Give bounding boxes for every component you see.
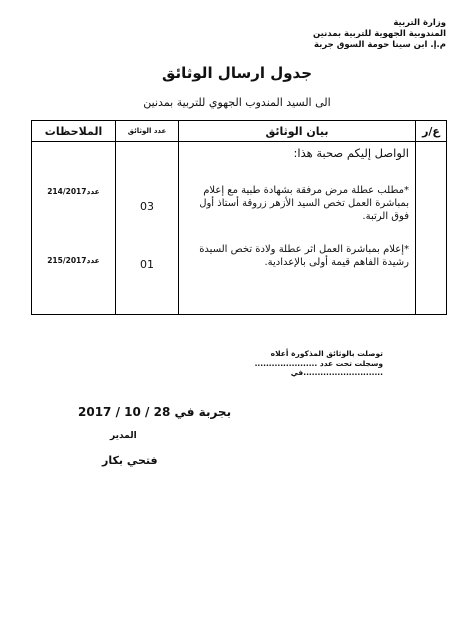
reference-number: عدد214/2017 [47,187,100,196]
table-body-row [32,142,447,315]
director-title: المدير [110,431,137,441]
header-school: م.إ. ابن سينا حومة السوق جربة [314,40,446,50]
receipt-line: وسجلت تحت عدد ...................... [254,358,383,368]
document-item: *مطلب عطلة مرض مرفقة بشهادة طبية مع إعلام بمباشرة العمل تخص السيد الأزهر زروقة أستاذ أول فوق الرتبة. [199,185,409,222]
reference-number: عدد215/2017 [47,256,100,265]
count-cell [116,142,179,315]
addressee-line: الى السيد المندوب الجهوي للتربية بمدنين [143,96,331,109]
document-title: جدول ارسال الوثائق [161,64,313,82]
header-serial-number: ع/ر [416,121,447,142]
header-regional-office: المندوبية الجهوية للتربية بمدنين [312,29,446,39]
intro-text: الواصل إليكم صحبة هذا: [293,146,409,160]
header-notes: الملاحظات [32,121,116,142]
signer-name: فتحي بكار [102,454,158,467]
description-cell [179,142,416,315]
document-count: 01 [140,258,154,271]
table-header-row [32,121,447,142]
serial-number-cell [416,142,447,315]
document-item: *إعلام بمباشرة العمل اثر عطلة ولادة تخص السيدة رشيدة الفاهم قيمة أولى بالإعدادية. [199,244,409,268]
header-description: بيان الوثائق [179,121,416,142]
receipt-line: توصلت بالوثائق المذكورة أعلاه [270,349,383,358]
date-line: بجربة في 28 / 10 / 2017 [78,405,232,419]
document-count: 03 [140,200,154,213]
documents-table [31,120,447,315]
header-document-count: عدد الوثائق [116,121,179,142]
receipt-line: ............................في [290,368,383,377]
receipt-acknowledgment [255,349,383,378]
header-ministry: وزارة التربية [393,18,446,28]
ministry-header [313,18,446,51]
notes-cell [32,142,116,315]
